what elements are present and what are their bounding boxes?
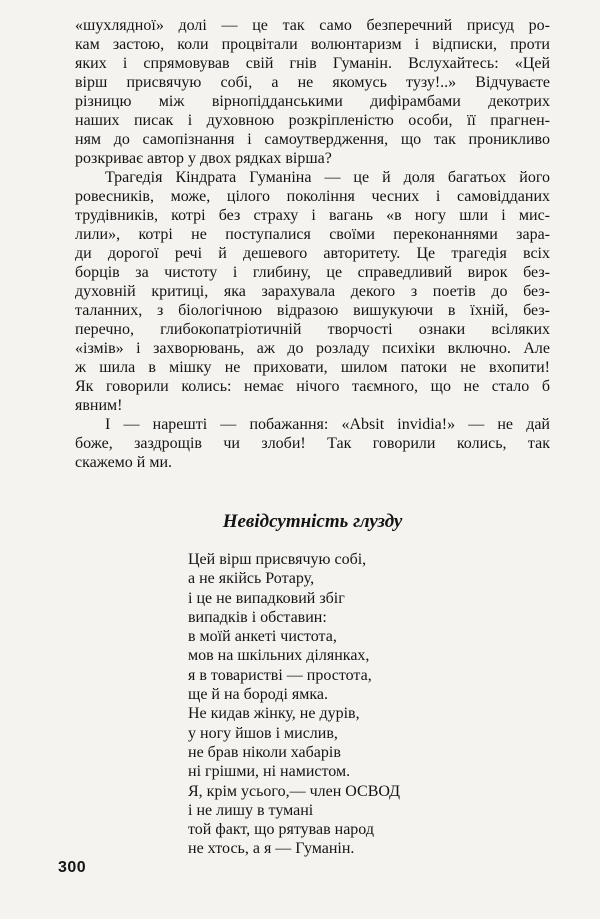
text-line: ровесників, може, цілого покоління чесних і самовідданих — [75, 188, 550, 205]
poem-line: мов на шкільних ділянках, — [188, 647, 370, 665]
poem-line: у ногу йшов і мислив, — [188, 724, 338, 742]
poem-line: той факт, що рятував народ — [188, 821, 374, 839]
text-line: явним! — [75, 397, 123, 414]
text-line: перечно, глибокопатріотичній творчості ознаки всіляких — [75, 321, 550, 338]
poem-line: а не якійсь Ротару, — [188, 570, 315, 588]
poem-line: в моїй анкеті чистота, — [188, 628, 337, 646]
poem-line: ще й на бороді ямка. — [188, 686, 329, 704]
text-line: таланних, з біологічною відразою вишукуючи в їхній, без- — [75, 302, 550, 319]
poem-body — [188, 550, 528, 859]
poem-line: я в товаристві — простота, — [188, 666, 372, 684]
page-number: 300 — [58, 859, 87, 876]
text-line: духовній критиці, яка зарахувала декого з поетів до без- — [75, 283, 550, 300]
text-line: боже, заздрощів чи злоби! Так говорили колись, так — [75, 435, 550, 452]
text-line: ж шила в мішку не приховати, шилом патоки не вхопити! — [75, 359, 550, 376]
poem-line: не брав ніколи хабарів — [188, 743, 341, 761]
text-line: наших писак і духовною розкріпленістю особи, її прагнен- — [75, 112, 550, 129]
poem-line: Я, крім усього,— член ОСВОД — [188, 782, 401, 800]
text-line: лили», котрі не поступалися своїми переконаннями зара- — [75, 226, 550, 243]
text-line: скажемо й ми. — [75, 454, 173, 471]
text-line: ням до самопізнання і самоутвердження, що так проникливо — [75, 131, 550, 148]
text-line: яких і спрямовував свій гнів Гуманін. Вслухайтесь: «Цей — [75, 55, 550, 72]
text-line: «ізмів» і захворювань, аж до розладу психіки включно. Але — [75, 340, 550, 357]
poem-line: випадків і обставин: — [188, 608, 327, 626]
paragraph-3 — [75, 415, 550, 472]
paragraph-1 — [75, 16, 550, 168]
text-line: Як говорили колись: немає нічого таємного, що не стало б — [75, 378, 550, 395]
text-line: ди дорогої речі й дешевого авторитету. Це трагедія всіх — [75, 245, 550, 262]
poem-line: не хтось, а я — Гуманін. — [188, 840, 355, 858]
text-line: трудівників, котрі без страху і вагань «в ногу шли і мис- — [75, 207, 550, 224]
poem-title: Невідсутність глузду — [222, 511, 403, 532]
text-line: кам застою, коли процвітали волюнтаризм і відписки, проти — [75, 36, 550, 53]
poem-line: ні грішми, ні намистом. — [188, 763, 351, 781]
paragraph-2 — [75, 168, 550, 415]
poem-line: Цей вірш присвячую собі, — [188, 551, 367, 568]
poem-line: і не лишу в тумані — [188, 801, 314, 819]
text-line: борців за чистоту і глибину, це справедливий вирок без- — [75, 264, 550, 281]
text-line: вірш присвячую собі, а не якомусь тузу!..» Відчуваєте — [75, 74, 550, 91]
text-line: Трагедія Кіндрата Гуманіна — це й доля багатьох його — [105, 169, 550, 186]
text-line: «шухлядної» долі — це так само безперечний присуд ро- — [75, 17, 550, 34]
poem-line: і це не випадковий збіг — [188, 589, 345, 607]
text-line: різницю між вірнопідданськими дифірамбами декотрих — [75, 93, 550, 110]
text-line: розкриває автор у двох рядках вірша? — [75, 150, 332, 167]
poem-line: Не кидав жінку, не дурів, — [188, 705, 360, 723]
prose-block — [75, 16, 550, 472]
text-line: І — нарешті — побажання: «Absit invidia!» — не дай — [105, 416, 550, 433]
